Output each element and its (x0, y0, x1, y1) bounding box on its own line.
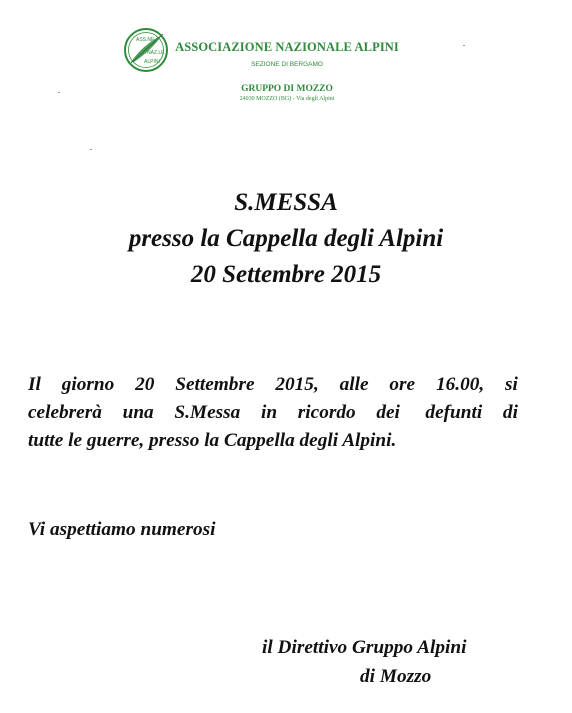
body-word: celebrerà (28, 402, 102, 423)
letterhead (122, 26, 412, 116)
body-word: in (261, 402, 278, 423)
body-word: dei (376, 402, 400, 423)
body-word: si (505, 374, 518, 395)
body-word: 16.00, (435, 374, 485, 395)
body-word: Il (28, 374, 41, 395)
body-word: S.Messa (174, 402, 241, 423)
body-word: ricordo (297, 402, 356, 423)
title-line-1: S.MESSA (234, 189, 338, 216)
greeting: Vi aspettiamo numerosi (28, 519, 216, 540)
title-line-2: presso la Cappella degli Alpini (128, 225, 444, 252)
body-line-2 (28, 399, 518, 427)
org-block (162, 39, 412, 103)
body-word: Settembre (175, 374, 255, 395)
body-word: 2015, (275, 374, 319, 395)
scan-speck (90, 149, 92, 150)
signature-line-1: il Direttivo Gruppo Alpini (262, 637, 467, 658)
body-word: defunti (420, 402, 483, 423)
signature (256, 633, 532, 691)
body-word: di (502, 402, 518, 423)
body-word: giorno (61, 374, 115, 395)
logo-text-bottom: ALPINI (144, 59, 160, 65)
body-word: alle (339, 374, 369, 395)
event-title (0, 185, 572, 293)
scan-speck (58, 92, 60, 93)
group-address: 24030 MOZZO (BG) - Via degli Alpini (239, 96, 335, 102)
group-name: GRUPPO DI MOZZO (241, 84, 333, 94)
org-name: ASSOCIAZIONE NAZIONALE ALPINI (175, 40, 399, 54)
scan-speck (463, 45, 465, 46)
org-section: SEZIONE DI BERGAMO (251, 61, 323, 68)
logo-text-top: ASS.NE (136, 37, 155, 43)
body-word: una (122, 402, 154, 423)
body-line-3: tutte le guerre, presso la Cappella degli Alpini. (28, 430, 397, 451)
logo-text-mid: NAZ.LE (147, 50, 165, 56)
signature-line-2: di Mozzo (360, 666, 432, 687)
body-word: 20 (135, 374, 155, 395)
body-word: ore (389, 374, 416, 395)
body-line-1 (28, 371, 518, 399)
title-line-3: 20 Settembre 2015 (190, 261, 382, 288)
announcement-body (28, 371, 518, 455)
